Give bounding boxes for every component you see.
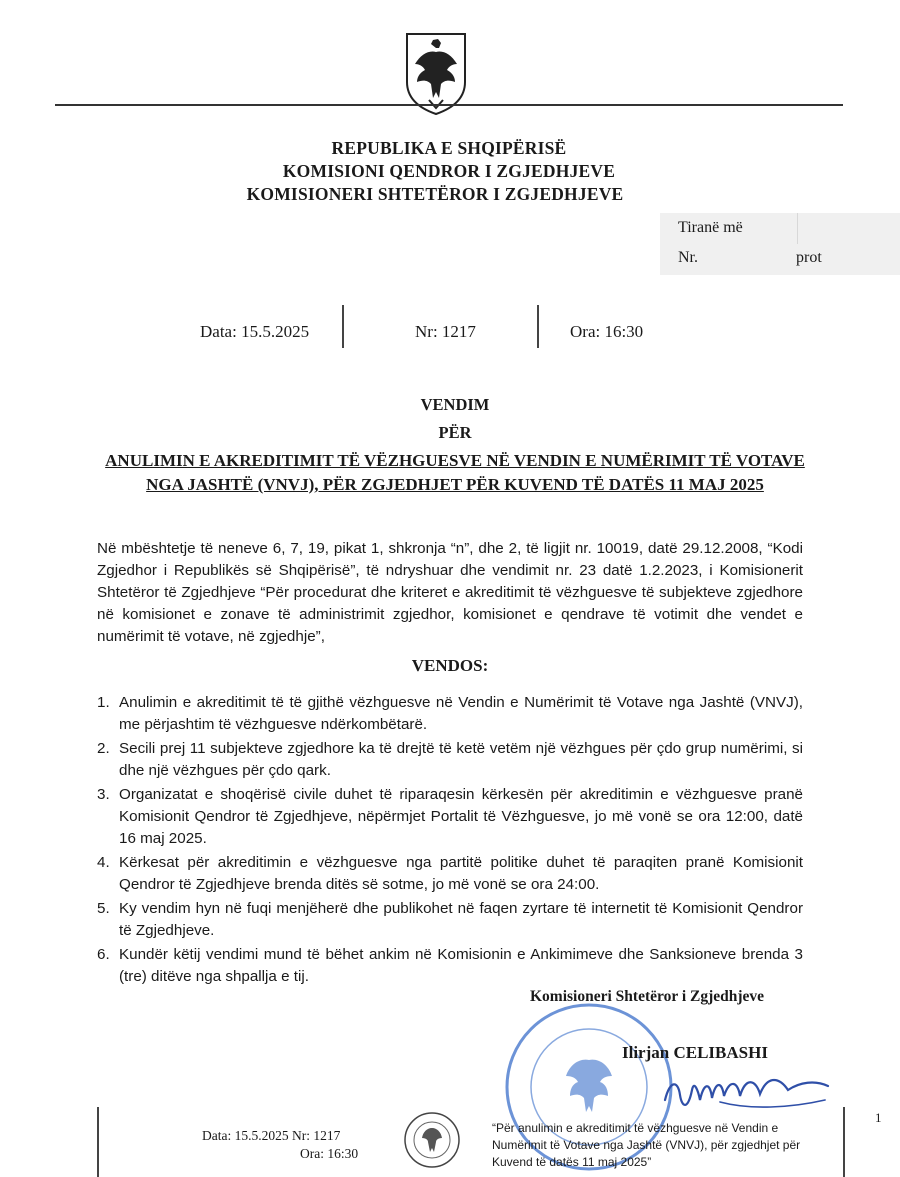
decision-item-number: 6.: [97, 946, 110, 963]
decision-list: [97, 692, 803, 990]
signer-title: Komisioneri Shtetëror i Zgjedhjeve: [530, 988, 765, 1005]
page-number: 1: [875, 1110, 882, 1125]
decision-item-number: 1.: [97, 694, 110, 711]
decision-item-number: 5.: [97, 900, 110, 917]
footer-summary: “Për anulimin e akreditimit të vëzhguesve në Vendin e Numërimit të Votave nga Jashtë (VNVJ), për zgjedhjet për Kuvend të datës 11 maj 2025”: [492, 1121, 801, 1169]
footer-time: Ora: 16:30: [300, 1146, 359, 1161]
footer-divider: [97, 1107, 99, 1177]
handwritten-signature-icon: [660, 1060, 835, 1120]
decision-item-number: 4.: [97, 854, 110, 871]
vendos-heading: VENDOS:: [411, 656, 489, 675]
decision-item: [97, 898, 803, 942]
protocol-stamp-box: [660, 213, 900, 275]
decision-item-number: 3.: [97, 786, 110, 803]
decision-item-text: Ky vendim hyn në fuqi menjëherë dhe publikohet në faqen zyrtare të internetit të Komisionit Qendror të Zgjedhjeve.: [119, 900, 803, 939]
decision-date: Data: 15.5.2025: [200, 322, 310, 341]
meta-separator: [537, 305, 539, 348]
republic-heading: REPUBLIKA E SHQIPËRISË: [331, 138, 567, 158]
commission-logo-icon: [400, 1110, 464, 1170]
preamble-paragraph: Në mbështetje të neneve 6, 7, 19, pikat 1, shkronja “n”, dhe 2, të ligjit nr. 10019, datë 29.12.2008, “Kodi Zgjedhor i Republikës së Shqipërisë”, të ndryshuar dhe vendimit nr. 23 datë 1.2.2023, i Komisionerit Shtetëror të Zgjedhjeve “Për procedurat dhe kriteret e akreditimit të vëzhguesve të subjekteve zgjedhore në komisionet e zonave të administrimit zgjedhor, komisionet e qendrave të votimit dhe vendet e numërimit të votave, në zgjedhje”,: [97, 540, 803, 645]
decision-time: Ora: 16:30: [570, 322, 644, 341]
decision-item-text: Anulimin e akreditimit të të gjithë vëzhguesve në Vendin e Numërimit të Votave nga Jashtë (VNVJ), me përjashtim të vëzhguesve ndërkombëtarë.: [119, 694, 803, 733]
decision-item-text: Kundër këtij vendimi mund të bëhet ankim në Komisionin e Ankimimeve dhe Sanksioneve brenda 3 (tre) ditëve nga shpallja e tij.: [119, 946, 803, 985]
stamp-divider: [797, 213, 798, 244]
decision-item-text: Secili prej 11 subjekteve zgjedhore ka të drejtë të ketë vetëm një vëzhgues për çdo grup numërimi, si dhe një vëzhgues për çdo qark.: [119, 740, 803, 779]
decision-item: [97, 852, 803, 896]
decision-item: [97, 738, 803, 782]
stamp-prot-label: prot: [796, 249, 822, 266]
header-rule: [55, 104, 843, 106]
stamp-tirane-label: Tiranë më: [678, 219, 743, 236]
stamp-nr-label: Nr.: [678, 249, 698, 266]
footer-divider: [843, 1107, 845, 1177]
vendim-title: VENDIM: [420, 395, 490, 414]
meta-separator: [342, 305, 344, 348]
decision-number: Nr: 1217: [415, 322, 476, 341]
per-title: PËR: [438, 423, 472, 442]
decision-subject: ANULIMIN E AKREDITIMIT TË VËZHGUESVE NË VENDIN E NUMËRIMIT TË VOTAVE NGA JASHTË (VNVJ), PËR ZGJEDHJET PËR KUVEND TË DATËS 11 MAJ 2025: [105, 451, 805, 494]
decision-item-text: Kërkesat për akreditimin e vëzhguesve nga partitë politike duhet të paraqiten pranë Komisionit Qendror të Zgjedhjeve brenda ditës së sotme, jo më vonë se ora 24:00.: [119, 854, 803, 893]
decision-item-text: Organizatat e shoqërisë civile duhet të riparaqesin kërkesën për akreditimin e vëzhguesve pranë Komisionit Qendror të Zgjedhjeve, nëpërmjet Portalit të Vëzhguesve, jo më vonë se ora 12:00, datë 16 maj 2025.: [119, 786, 803, 847]
decision-item: [97, 784, 803, 850]
decision-item: [97, 692, 803, 736]
footer-date-number: Data: 15.5.2025 Nr: 1217: [202, 1128, 341, 1143]
signer-name: Ilirjan CELIBASHI: [622, 1043, 768, 1062]
decision-item-number: 2.: [97, 740, 110, 757]
commission-heading: KOMISIONI QENDROR I ZGJEDHJEVE: [282, 161, 616, 181]
commissioner-heading: KOMISIONERI SHTETËROR I ZGJEDHJEVE: [246, 184, 624, 204]
decision-item: [97, 944, 803, 988]
